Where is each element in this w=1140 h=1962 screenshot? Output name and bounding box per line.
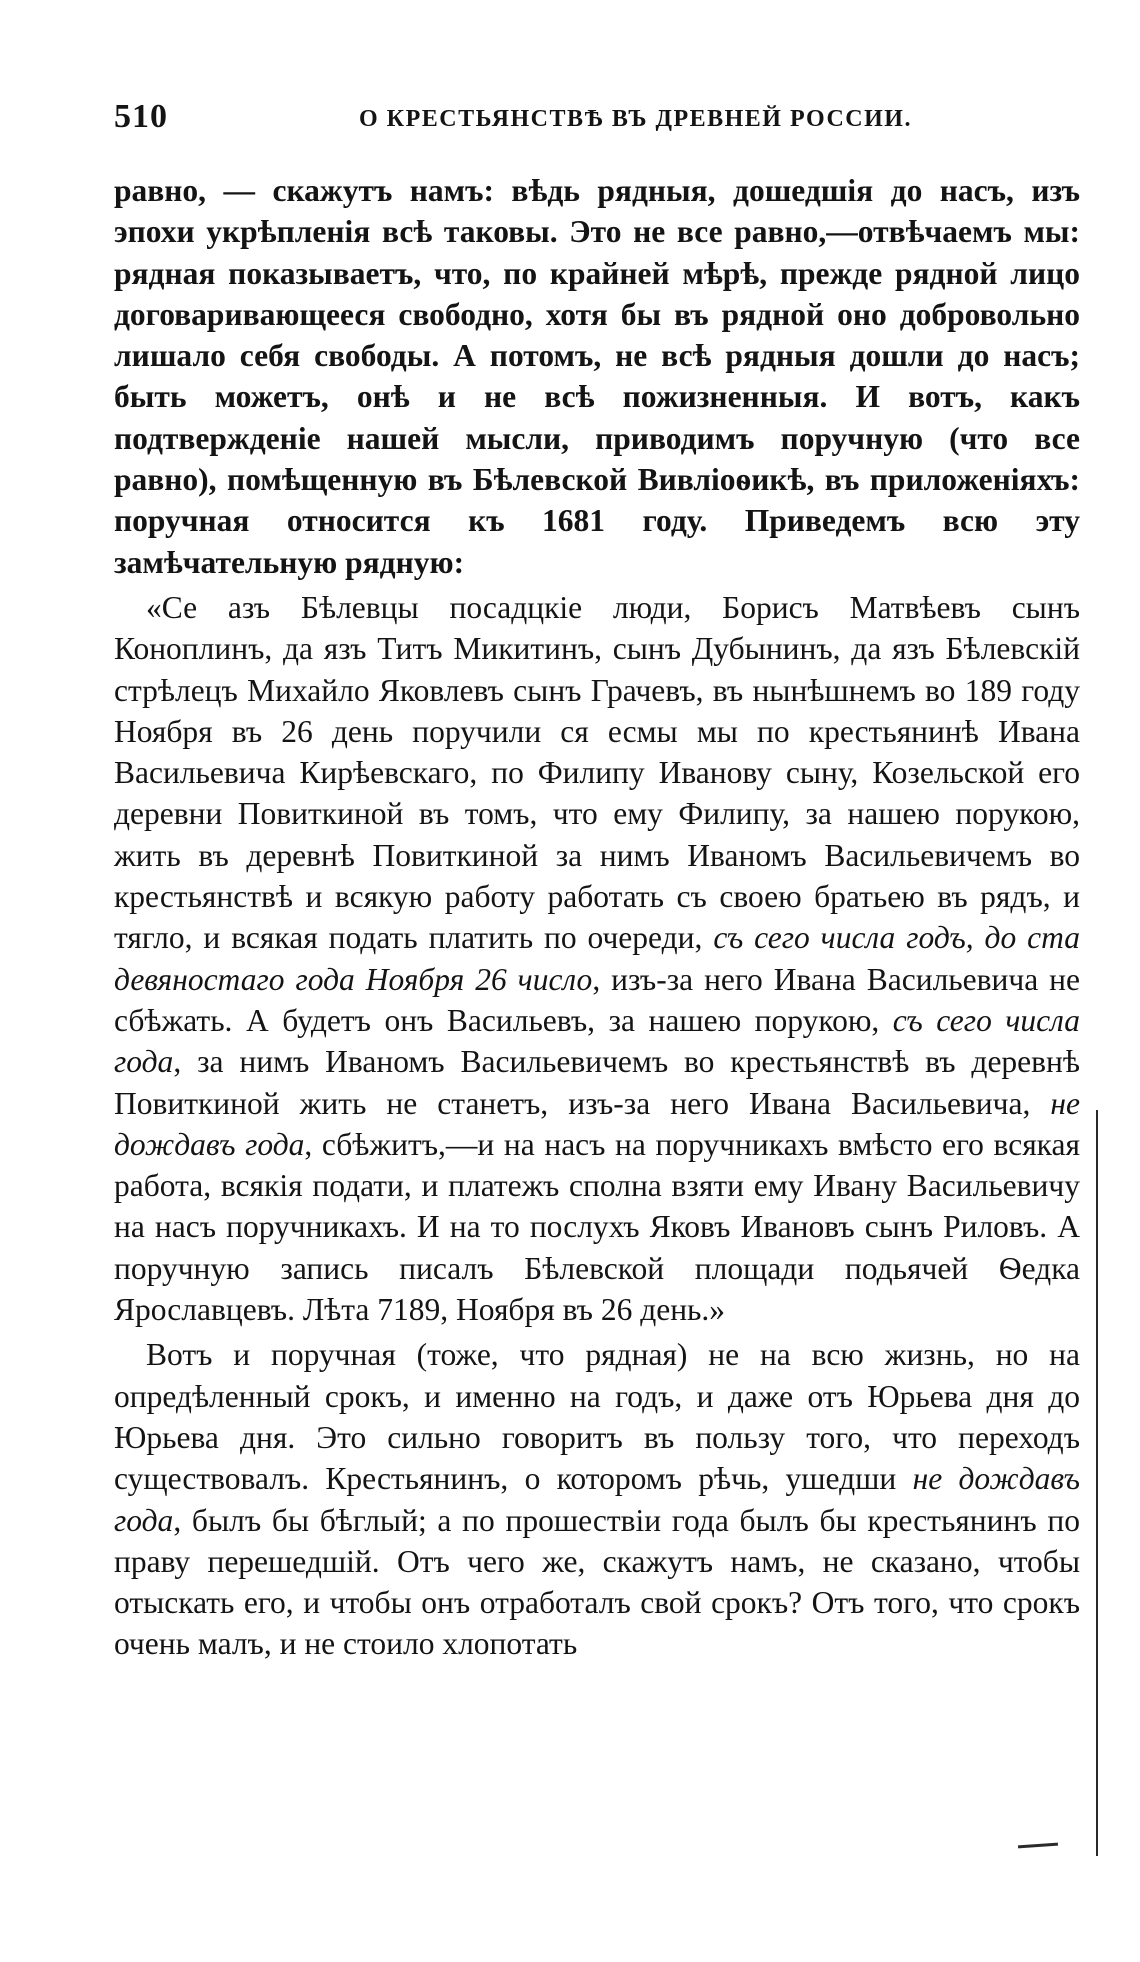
page-number: 510 xyxy=(114,98,168,135)
quote-text-1: «Се азъ Бѣлевцы посадцкіе люди, Борисъ Матвѣевъ сынъ Коноплинъ, да язъ Титъ Микитинъ, сынъ Дубынинъ, да язъ Бѣлевскій стрѣлецъ Михайло Яковлевъ сынъ Грачевъ, въ нынѣшнемъ во 189 году Ноября въ 26 день поручили ся есмы мы по крестьянинѣ Ивана Васильевича Кирѣевскаго, по Филипу Иванову сыну, Козельской его деревни Повиткиной въ томъ, что ему Филипу, за нашею порукою, жить въ деревнѣ Повиткиной за нимъ Иваномъ Васильевичемъ во крестьянствѣ и всякую работу работать съ своею братьею въ рядъ, и тягло, и всякая подать платить по очереди, xyxy=(114,589,1080,956)
commentary-text-1: Вотъ и поручная (тоже, что рядная) не на всю жизнь, но на опредѣленный срокъ, и именно на годъ, и даже отъ Юрьева дня до Юрьева дня. Это сильно говоритъ въ пользу того, что переходъ существовалъ. Крестьянинъ, о которомъ рѣчь, ушедши xyxy=(114,1337,1080,1497)
page-body xyxy=(114,170,1080,1665)
commentary-italic-1: не дождавъ года xyxy=(114,1461,1080,1538)
margin-mark xyxy=(1018,1843,1058,1849)
running-title: О КРЕСТЬЯНСТВѢ ВЪ ДРЕВНЕЙ РОССИИ. xyxy=(359,106,912,132)
quote-italic-2: съ сего числа года xyxy=(114,1002,1080,1080)
quote-text-4: , сбѣжитъ,—и на насъ на поручникахъ вмѣсто его всякая работа, всякія подати, и платежъ сполна взяти ему Ивану Васильевичу на насъ поручникахъ. И на то послухъ Яковъ Ивановъ сынъ Риловъ. А поручную запись писалъ Бѣлевской площади подьячей Ѳедка Ярославцевъ. Лѣта 7189, Ноября въ 26 день.» xyxy=(114,1126,1080,1328)
margin-rule xyxy=(1096,1110,1098,1856)
paragraph-quoted-document xyxy=(114,587,1080,1330)
quote-italic-3: не дождавъ года xyxy=(114,1085,1080,1162)
commentary-text-2: , былъ бы бѣглый; а по прошествіи года былъ бы крестьянинъ по праву перешедшій. Отъ чего же, скажутъ намъ, не сказано, чтобы отыскать его, и чтобы онъ отработалъ свой срокъ? Отъ того, что срокъ очень малъ, и не стоило хлопотать xyxy=(114,1502,1080,1662)
quote-italic-1: съ сего числа годъ, до ста девяностаго года Ноября 26 число xyxy=(114,920,1081,997)
paragraph-continuation: равно, — скажутъ намъ: вѣдь рядныя, дошедшія до насъ, изъ эпохи укрѣпленія всѣ таковы. Это не все равно,—отвѣчаемъ мы: рядная показываетъ, что, по крайней мѣрѣ, прежде рядной лицо договаривающееся свободно, хотя бы въ рядной оно добровольно лишало себя свободы. А потомъ, не всѣ рядныя дошли до насъ; быть можетъ, онѣ и не всѣ пожизненныя. И вотъ, какъ подтвержденіе нашей мысли, приводимъ поручную (что все равно), помѣщенную въ Бѣлевской Вивліоѳикѣ, въ приложеніяхъ: поручная относится къ 1681 году. Приведемъ всю эту замѣчательную рядную: xyxy=(114,173,1080,580)
page-header xyxy=(114,98,1074,142)
quote-text-3: , за нимъ Иваномъ Васильевичемъ во крестьянствѣ въ деревнѣ Повиткиной жить не станетъ, изъ-за него Ивана Васильевича, xyxy=(114,1044,1080,1121)
quote-text-2: , изъ-за него Ивана Васильевича не сбѣжать. А будетъ онъ Васильевъ, за нашею порукою, xyxy=(114,961,1080,1038)
paragraph-commentary xyxy=(114,1334,1080,1664)
